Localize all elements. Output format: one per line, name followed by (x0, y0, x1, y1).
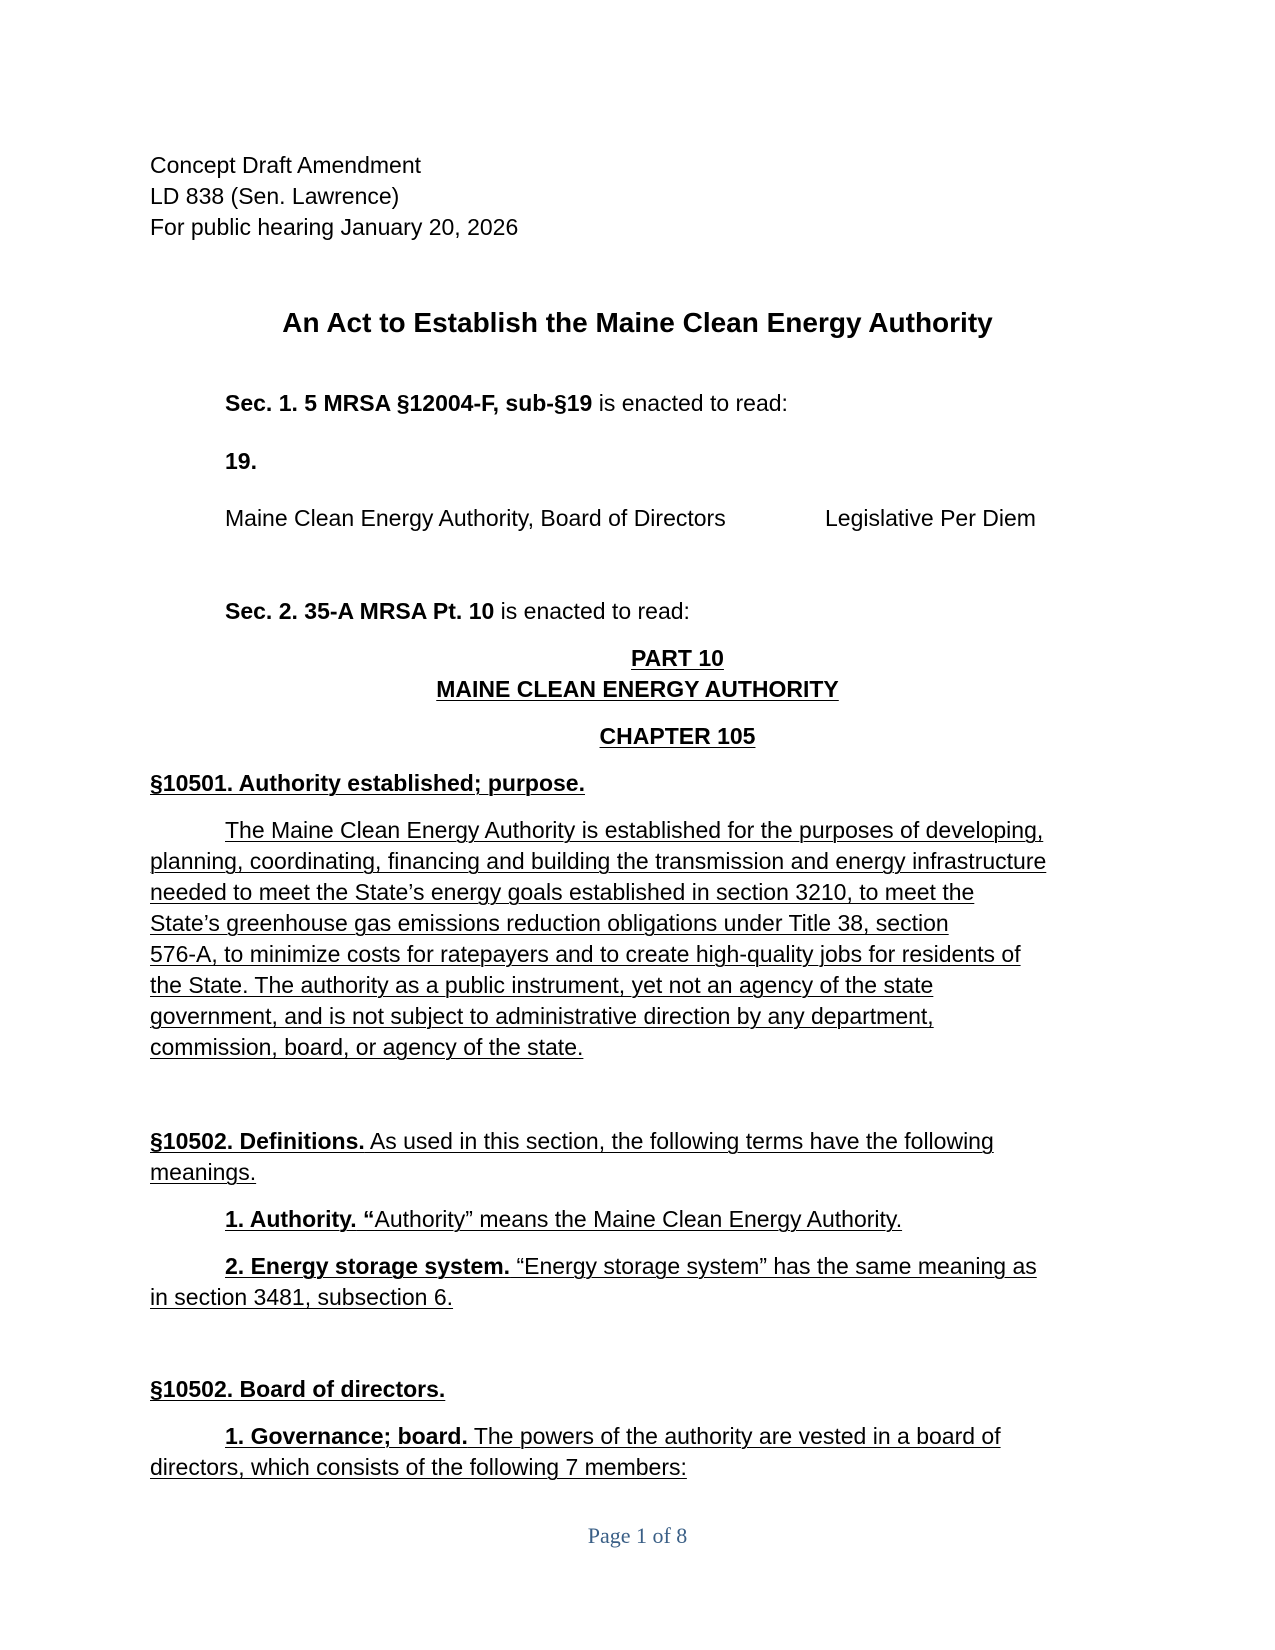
section-10501-heading: §10501. Authority established; purpose. (150, 770, 585, 796)
body-line: needed to meet the State’s energy goals established in section 3210, to meet the (150, 879, 975, 905)
hearing-date: For public hearing January 20, 2026 (150, 214, 519, 240)
page-number: Page 1 of 8 (587, 1523, 688, 1548)
subsection-number: 19. (225, 448, 257, 474)
definition-label: 1. Authority. (225, 1206, 357, 1232)
document-header (150, 150, 1050, 243)
section-2-citation: Sec. 2. 35-A MRSA Pt. 10 (225, 598, 495, 624)
definitions-line: meanings. (150, 1159, 257, 1185)
body-line: government, and is not subject to administrative direction by any department, (150, 1003, 934, 1029)
chapter-number: CHAPTER 105 (599, 723, 756, 749)
body-line: the State. The authority as a public instrument, yet not an agency of the state (150, 972, 934, 998)
part-number: PART 10 (631, 645, 724, 671)
body-line: commission, board, or agency of the state. (150, 1034, 584, 1060)
act-title: An Act to Establish the Maine Clean Energy Authority (282, 307, 993, 338)
definition-authority: 1. Authority. “Authority” means the Maine Clean Energy Authority. (225, 1206, 903, 1232)
definitions-heading: §10502. Definitions. (150, 1128, 365, 1154)
board-entity: Maine Clean Energy Authority, Board of Directors (225, 505, 726, 531)
section-board-heading: §10502. Board of directors. (150, 1376, 446, 1402)
section-1-citation: Sec. 1. 5 MRSA §12004-F, sub-§19 (225, 390, 593, 416)
section-2-heading (225, 596, 690, 627)
body-line: State’s greenhouse gas emissions reduction obligations under Title 38, section (150, 910, 949, 936)
draft-label: Concept Draft Amendment (150, 152, 422, 178)
bill-number: LD 838 (Sen. Lawrence) (150, 183, 400, 209)
section-1-text: is enacted to read: (592, 390, 788, 416)
body-line: The Maine Clean Energy Authority is established for the purposes of developing, (225, 817, 1044, 843)
section-10502-definitions (150, 1126, 1130, 1188)
body-line: planning, coordinating, financing and building the transmission and energy infrastructure (150, 848, 1047, 874)
section-2-text: is enacted to read: (494, 598, 690, 624)
section-10501-body (150, 815, 1130, 1063)
definitions-line: §10502. Definitions. As used in this section, the following terms have the following (150, 1128, 994, 1154)
section-1-heading (225, 388, 788, 419)
part-name: MAINE CLEAN ENERGY AUTHORITY (436, 676, 839, 702)
board-governance: 1. Governance; board. The powers of the authority are vested in a board of directors, which consists of the following 7 members: (150, 1423, 1001, 1480)
body-line: 576-A, to minimize costs for ratepayers and to create high-quality jobs for residents of (150, 941, 1021, 967)
definition-energy-storage: 2. Energy storage system. “Energy storage system” has the same meaning as in section 3481, subsection 6. (150, 1253, 1037, 1310)
definition-label: 2. Energy storage system. (225, 1253, 511, 1279)
governance-label: 1. Governance; board. (225, 1423, 468, 1449)
compensation-type: Legislative Per Diem (825, 505, 1036, 531)
per-diem-row (225, 503, 1125, 534)
